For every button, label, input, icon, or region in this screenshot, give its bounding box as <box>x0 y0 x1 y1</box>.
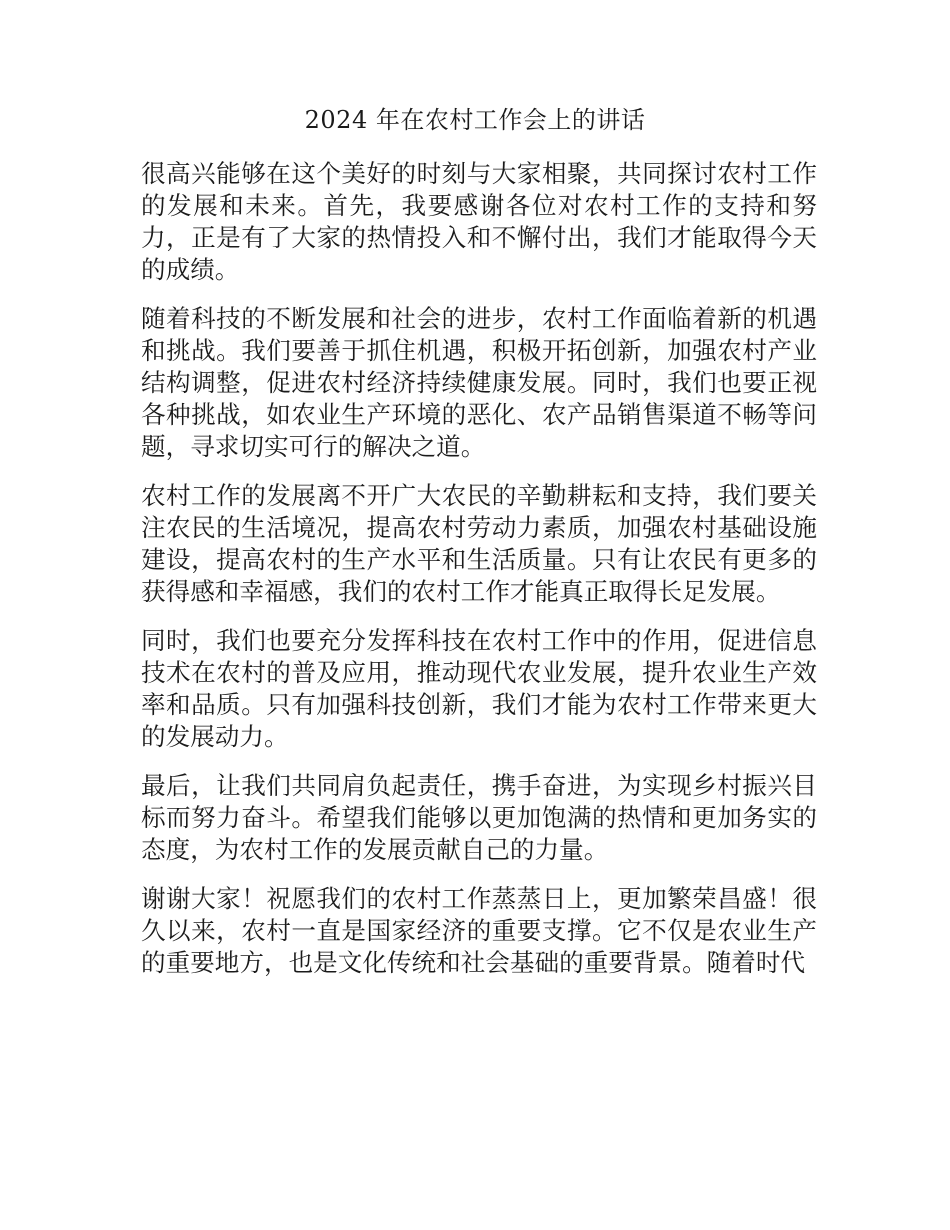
paragraph-6: 谢谢大家！祝愿我们的农村工作蒸蒸日上，更加繁荣昌盛！很久以来，农村一直是国家经济的重要支撑。它不仅是农业生产的重要地方，也是文化传统和社会基础的重要背景。随着时代 <box>141 884 817 977</box>
paragraph-5: 最后，让我们共同肩负起责任，携手奋进，为实现乡村振兴目标而努力奋斗。希望我们能够以更加饱满的热情和更加务实的态度，为农村工作的发展贡献自己的力量。 <box>141 771 817 864</box>
paragraph-4: 同时，我们也要充分发挥科技在农村工作中的作用，促进信息技术在农村的普及应用，推动现代农业发展，提升农业生产效率和品质。只有加强科技创新，我们才能为农村工作带来更大的发展动力。 <box>141 626 817 751</box>
paragraph-2: 随着科技的不断发展和社会的进步，农村工作面临着新的机遇和挑战。我们要善于抓住机遇，积极开拓创新，加强农村产业结构调整，促进农村经济持续健康发展。同时，我们也要正视各种挑战，如农业生产环境的恶化、农产品销售渠道不畅等问题，寻求切实可行的解决之道。 <box>141 304 817 461</box>
document-body <box>141 158 817 996</box>
paragraph-1: 很高兴能够在这个美好的时刻与大家相聚，共同探讨农村工作的发展和未来。首先，我要感谢各位对农村工作的支持和努力，正是有了大家的热情投入和不懈付出，我们才能取得今天的成绩。 <box>141 159 817 284</box>
paragraph-3: 农村工作的发展离不开广大农民的辛勤耕耘和支持，我们要关注农民的生活境况，提高农村劳动力素质，加强农村基础设施建设，提高农村的生产水平和生活质量。只有让农民有更多的获得感和幸福感，我们的农村工作才能真正取得长足发展。 <box>141 481 817 606</box>
document-title: 2024 年在农村工作会上的讲话 <box>304 106 646 134</box>
